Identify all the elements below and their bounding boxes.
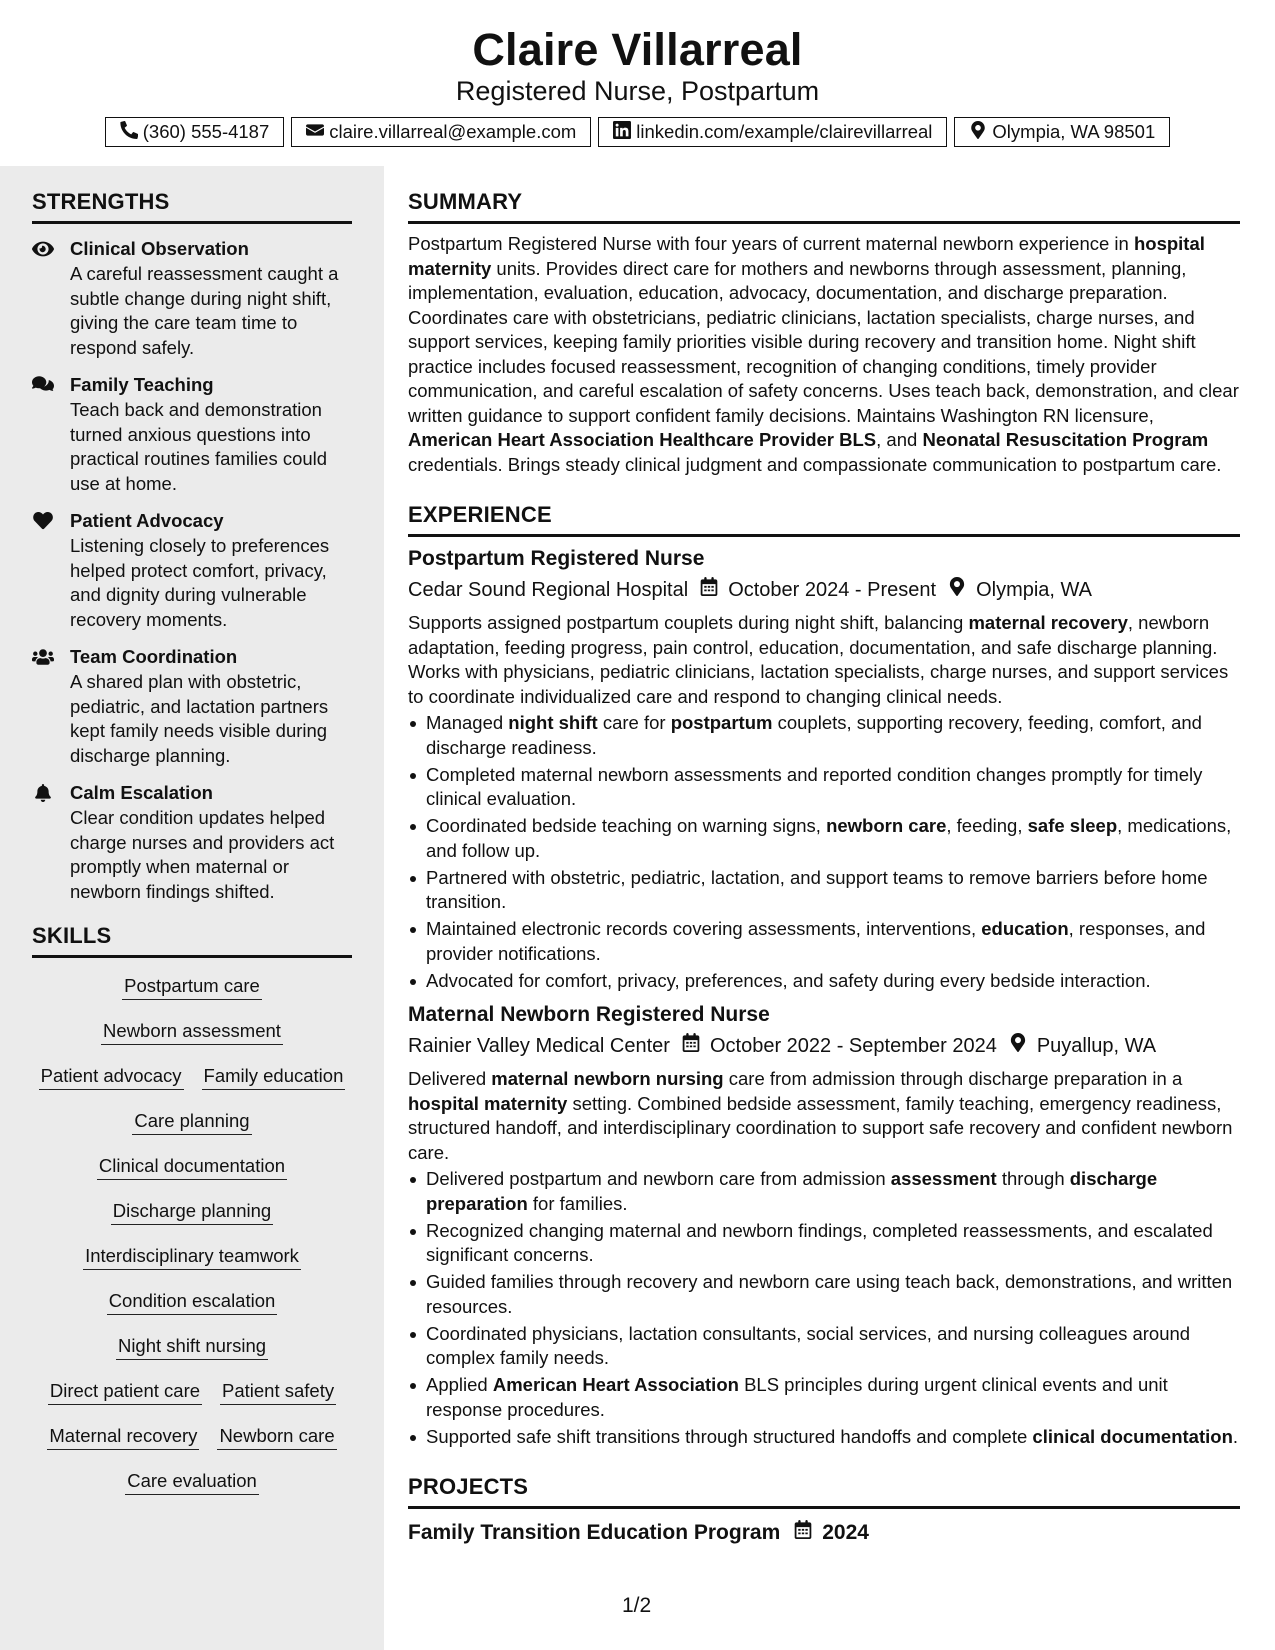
strength-item: [32, 644, 352, 768]
candidate-title: Registered Nurse, Postpartum: [455, 76, 820, 106]
skill-tag: Direct patient care: [48, 1379, 202, 1405]
contact-location-text: Olympia, WA 98501: [992, 121, 1156, 142]
skills-list: [32, 974, 352, 1495]
linkedin-icon: [613, 121, 631, 144]
project-title: Family Transition Education Program: [408, 1521, 781, 1544]
users-icon: [32, 644, 70, 768]
envelope-icon: [306, 121, 324, 144]
list-item: Completed maternal newborn assessments and reported condition changes promptly for timely clinical evaluation.: [408, 763, 1240, 812]
strength-title: Team Coordination: [70, 646, 238, 667]
job-meta: [408, 575, 1240, 605]
contact-email-text: claire.villarreal@example.com: [329, 121, 577, 142]
list-item: Guided families through recovery and newborn care using teach back, demonstrations, and written resources.: [408, 1270, 1240, 1319]
job-meta: [408, 1031, 1240, 1061]
calendar-icon: [780, 1519, 822, 1547]
skill-tag: Discharge planning: [111, 1199, 273, 1225]
page-number: 1/2: [622, 1594, 652, 1617]
job-title: Maternal Newborn Registered Nurse: [408, 1003, 770, 1026]
list-item: Applied American Heart Association BLS principles during urgent clinical events and unit response procedures.: [408, 1373, 1240, 1422]
job-title: Postpartum Registered Nurse: [408, 547, 705, 570]
strength-item: [32, 780, 352, 904]
list-item: Maintained electronic records covering assessments, interventions, education, responses, and provider notifications.: [408, 917, 1240, 966]
skills-heading: SKILLS: [32, 916, 352, 958]
list-item: Delivered postpartum and newborn care from admission assessment through discharge preparation for families.: [408, 1167, 1240, 1216]
sidebar: [0, 166, 384, 1650]
skills-section: [32, 916, 352, 1495]
project-entry: [408, 1519, 1240, 1547]
list-item: Coordinated physicians, lactation consultants, social services, and nursing colleagues around complex family needs.: [408, 1322, 1240, 1371]
contact-bar: [0, 117, 1275, 147]
contact-linkedin[interactable]: [598, 117, 947, 147]
heart-icon: [32, 508, 70, 632]
list-item: Managed night shift care for postpartum couplets, supporting recovery, feeding, comfort, and discharge readiness.: [408, 711, 1240, 760]
project-year: 2024: [822, 1521, 869, 1544]
contact-phone[interactable]: [105, 117, 285, 147]
skill-tag: Family education: [202, 1064, 346, 1090]
job-location: Puyallup, WA: [1036, 1035, 1157, 1057]
skill-tag: Patient safety: [220, 1379, 336, 1405]
phone-icon: [120, 121, 138, 144]
map-pin-icon: [936, 575, 976, 605]
skill-tag: Night shift nursing: [116, 1334, 268, 1360]
skill-tag: Newborn assessment: [101, 1019, 283, 1045]
skill-tag: Interdisciplinary teamwork: [83, 1244, 301, 1270]
list-item: Recognized changing maternal and newborn findings, completed reassessments, and escalated significant concerns.: [408, 1219, 1240, 1268]
skill-tag: Clinical documentation: [97, 1154, 287, 1180]
job-entry: [408, 1001, 1240, 1449]
skill-tag: Care planning: [132, 1109, 251, 1135]
job-location: Olympia, WA: [976, 579, 1093, 601]
strength-desc: A careful reassessment caught a subtle change during night shift, giving the care team time to respond safely.: [70, 263, 339, 358]
candidate-name: Claire Villarreal: [472, 24, 803, 75]
strengths-list: [32, 236, 352, 904]
map-pin-icon: [997, 1031, 1037, 1061]
list-item: Supported safe shift transitions through structured handoffs and complete clinical documentation.: [408, 1425, 1240, 1450]
comments-icon: [32, 372, 70, 496]
projects-heading: PROJECTS: [408, 1467, 1240, 1509]
job-bullets: [408, 711, 1240, 993]
strength-item: [32, 508, 352, 632]
contact-email[interactable]: [291, 117, 591, 147]
job-description: Supports assigned postpartum couplets during night shift, balancing maternal recovery, newborn adaptation, feeding progress, pain control, education, documentation, and safe discharge planning. Works with physicians, pediatric clinicians, lactation specialists, charge nurses, and support services to coordinate individualized care and respond to changing clinical needs.: [408, 612, 1229, 707]
projects-section: [408, 1467, 1240, 1547]
strength-title: Calm Escalation: [70, 782, 213, 803]
list-item: Advocated for comfort, privacy, preferences, and safety during every bedside interaction.: [408, 969, 1240, 994]
job-entry: [408, 545, 1240, 993]
strengths-heading: STRENGTHS: [32, 182, 352, 224]
experience-section: [408, 495, 1240, 1449]
strength-item: [32, 372, 352, 496]
experience-heading: EXPERIENCE: [408, 495, 1240, 537]
list-item: Partnered with obstetric, pediatric, lactation, and support teams to remove barriers before home transition.: [408, 866, 1240, 915]
skill-tag: Condition escalation: [107, 1289, 278, 1315]
skill-tag: Care evaluation: [125, 1469, 259, 1495]
employer: Cedar Sound Regional Hospital: [408, 579, 689, 601]
job-description: Delivered maternal newborn nursing care from admission through discharge preparation in a hospital maternity setting. Combined bedside assessment, family teaching, emergency readiness, structured handoff, and interdisciplinary coordination to support safe recovery and confident newborn care.: [408, 1068, 1233, 1163]
summary-heading: SUMMARY: [408, 182, 1240, 224]
map-pin-icon: [969, 121, 987, 144]
job-dates: October 2024 - Present: [728, 579, 937, 601]
summary-text: Postpartum Registered Nurse with four years of current maternal newborn experience in hospital maternity units. Provides direct care for mothers and newborns through assessment, planning, implementation, evaluation, education, advocacy, documentation, and discharge preparation. Coordinates care with obstetricians, pediatric clinicians, lactation specialists, charge nurses, and support services, keeping family priorities visible during recovery and transition home. Night shift practice includes focused reassessment, recognition of changing conditions, timely provider communication, and careful escalation of safety concerns. Uses teach back, demonstration, and clear written guidance to support confident family decisions. Maintains Washington RN licensure, American Heart Association Healthcare Provider BLS, and Neonatal Resuscitation Program credentials. Brings steady clinical judgment and compassionate communication to postpartum care.: [408, 233, 1239, 475]
skill-tag: Postpartum care: [122, 974, 262, 1000]
eye-icon: [32, 236, 70, 360]
strength-desc: Teach back and demonstration turned anxious questions into practical routines families could use at home.: [70, 399, 328, 494]
main-column: [408, 166, 1240, 1547]
strength-desc: Listening closely to preferences helped protect comfort, privacy, and dignity during vulnerable recovery moments.: [70, 535, 330, 630]
calendar-icon: [670, 1031, 710, 1061]
skill-tag: Newborn care: [217, 1424, 336, 1450]
calendar-icon: [688, 575, 728, 605]
contact-linkedin-text: linkedin.com/example/clairevillarreal: [636, 121, 933, 142]
bell-icon: [32, 780, 70, 904]
skill-tag: Patient advocacy: [39, 1064, 184, 1090]
strength-title: Clinical Observation: [70, 238, 249, 259]
job-bullets: [408, 1167, 1240, 1449]
contact-location[interactable]: [954, 117, 1170, 147]
employer: Rainier Valley Medical Center: [408, 1035, 670, 1057]
job-dates: October 2022 - September 2024: [709, 1035, 997, 1057]
strength-title: Family Teaching: [70, 374, 214, 395]
skill-tag: Maternal recovery: [47, 1424, 199, 1450]
strength-desc: Clear condition updates helped charge nurses and providers act promptly when maternal or newborn findings shifted.: [70, 807, 335, 902]
strength-item: [32, 236, 352, 360]
strength-title: Patient Advocacy: [70, 510, 224, 531]
resume-header: [0, 0, 1275, 166]
strength-desc: A shared plan with obstetric, pediatric, and lactation partners kept family needs visible during discharge planning.: [70, 671, 329, 766]
list-item: Coordinated bedside teaching on warning signs, newborn care, feeding, safe sleep, medications, and follow up.: [408, 814, 1240, 863]
contact-phone-text: (360) 555-4187: [142, 121, 270, 142]
